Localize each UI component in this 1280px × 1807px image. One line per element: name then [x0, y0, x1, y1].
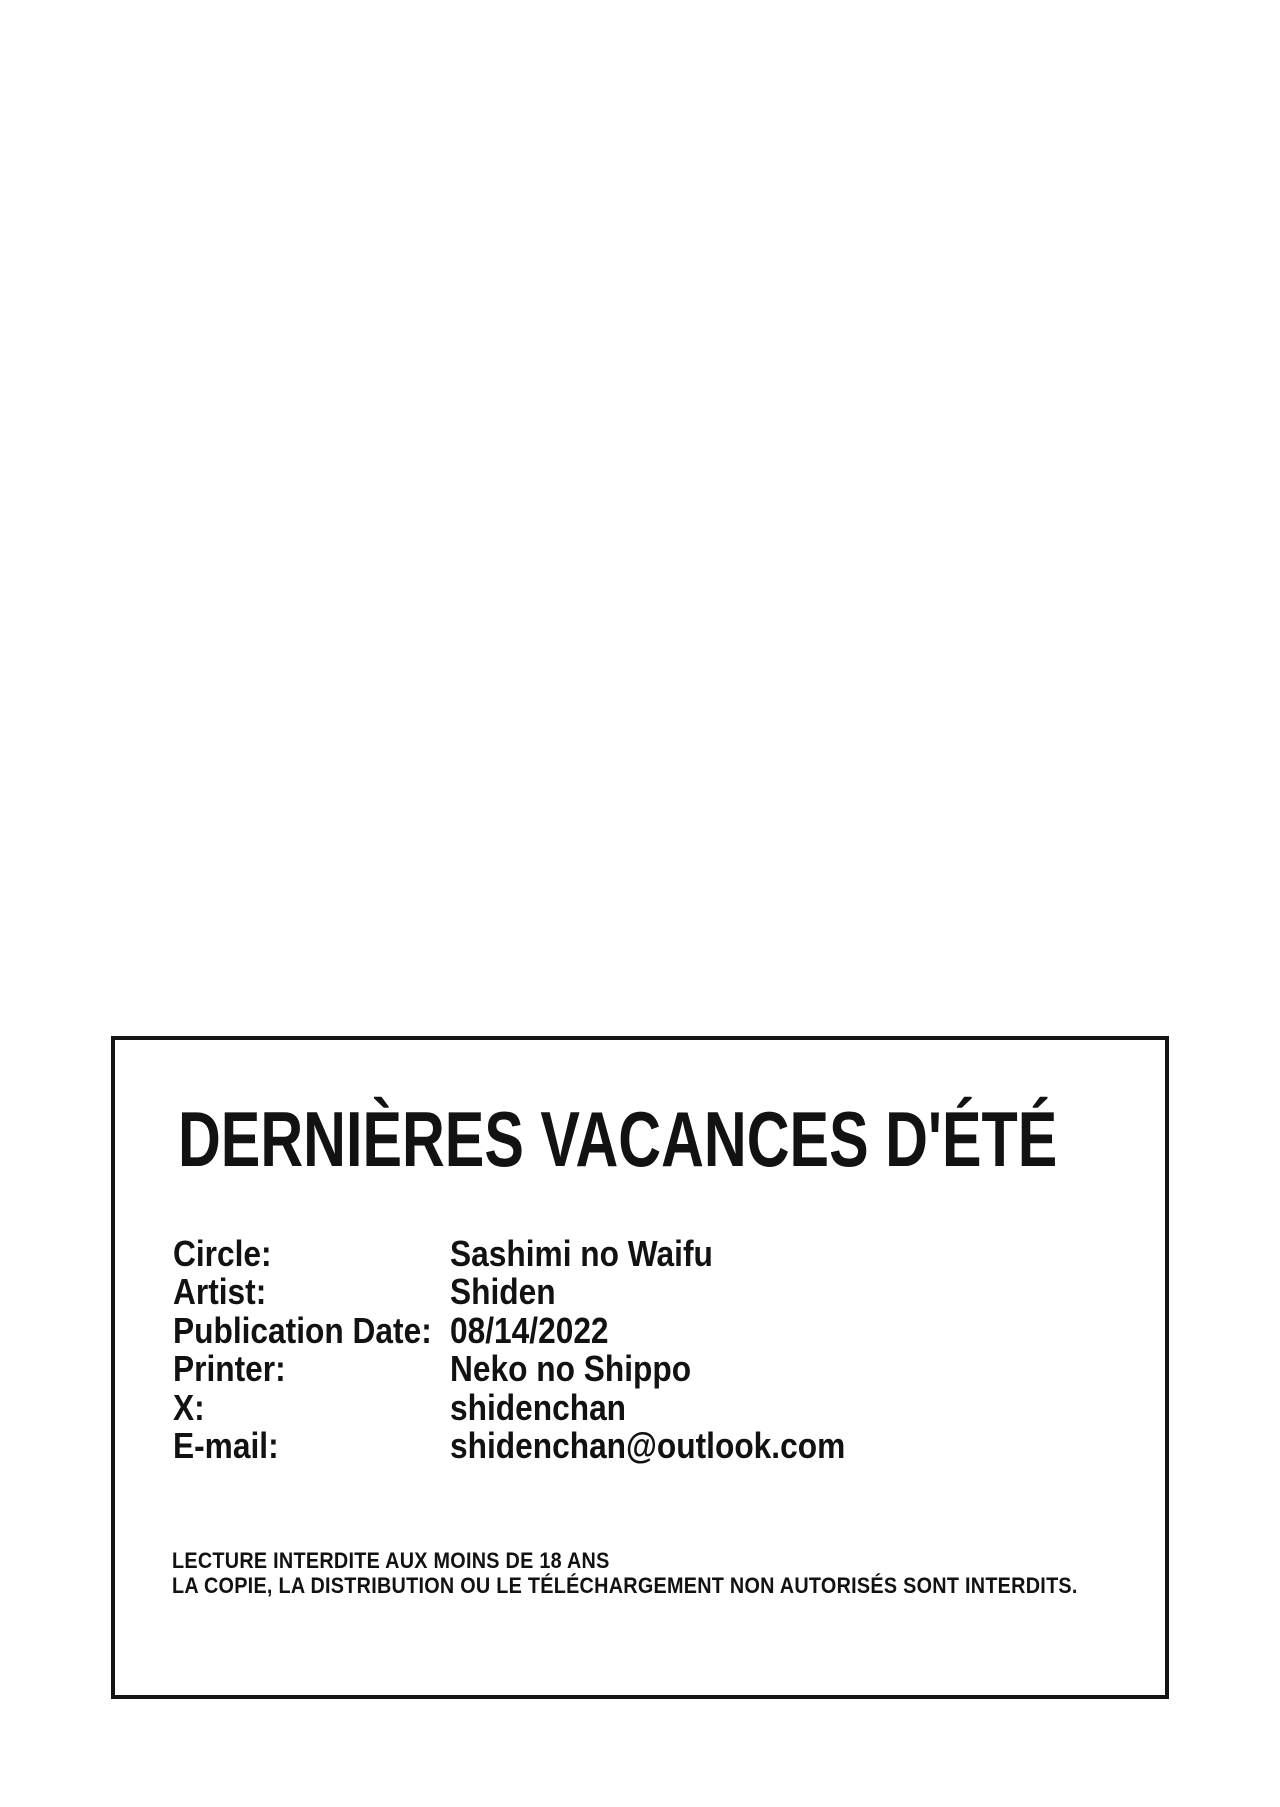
credit-row-circle [173, 1235, 899, 1273]
artist-value: Shiden [450, 1271, 556, 1313]
credit-row-publication-date [173, 1309, 899, 1351]
legal-notices [172, 1548, 1178, 1598]
email-label: E-mail: [173, 1425, 279, 1467]
credit-row-printer [173, 1350, 899, 1388]
printer-value: Neko no Shippo [450, 1348, 692, 1390]
publication-date-value: 08/14/2022 [450, 1309, 609, 1351]
credits-box [111, 1036, 1169, 1699]
credits-details [173, 1235, 899, 1465]
printer-label: Printer: [173, 1348, 286, 1390]
age-restriction-notice: LECTURE INTERDITE AUX MOINS DE 18 ANS [172, 1548, 610, 1573]
publication-date-label: Publication Date: [173, 1309, 432, 1351]
credit-row-email [173, 1427, 899, 1465]
email-value: shidenchan@outlook.com [450, 1425, 846, 1467]
x-value: shidenchan [450, 1386, 627, 1428]
credit-row-x [173, 1386, 899, 1428]
circle-label: Circle: [173, 1233, 272, 1274]
credit-row-artist [173, 1273, 899, 1311]
artist-label: Artist: [173, 1271, 267, 1313]
copyright-notice: LA COPIE, LA DISTRIBUTION OU LE TÉLÉCHARGEMENT NON AUTORISÉS SONT INTERDITS. [172, 1573, 1078, 1598]
doujin-title: DERNIÈRES VACANCES D'ÉTÉ [178, 1095, 1058, 1183]
x-label: X: [173, 1386, 205, 1428]
circle-value: Sashimi no Waifu [450, 1233, 713, 1274]
